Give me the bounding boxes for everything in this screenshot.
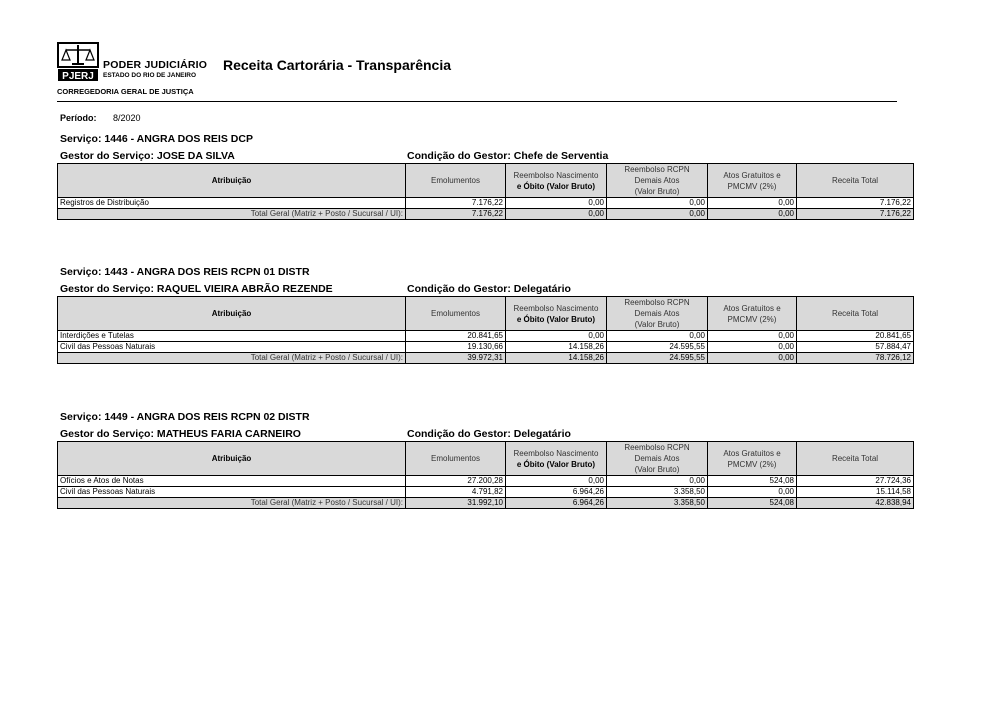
- table-row: [58, 331, 914, 342]
- condicao-label: Condição do Gestor: Chefe de Serventia: [407, 150, 609, 162]
- cell-nasc: 0,00: [506, 198, 607, 209]
- receita-table: [57, 441, 914, 509]
- col-emolumentos: Emolumentos: [406, 297, 506, 331]
- cell-atribuicao: Civil das Pessoas Naturais: [58, 487, 406, 498]
- table-row: [58, 476, 914, 487]
- col-reembolso-rcpn: Reembolso RCPN Demais Atos (Valor Bruto): [607, 164, 708, 198]
- servico-title: Serviço: 1446 - ANGRA DOS REIS DCP: [60, 133, 253, 145]
- gestor-label: Gestor do Serviço: RAQUEL VIEIRA ABRÃO REZENDE: [60, 283, 333, 295]
- cell-nasc: 0,00: [506, 476, 607, 487]
- total-total: 7.176,22: [797, 209, 914, 220]
- total-nasc: 0,00: [506, 209, 607, 220]
- page-title: Receita Cartorária - Transparência: [223, 57, 451, 73]
- servico-title: Serviço: 1443 - ANGRA DOS REIS RCPN 01 DISTR: [60, 266, 310, 278]
- cell-atos: 0,00: [708, 487, 797, 498]
- col-reembolso-rcpn: Reembolso RCPN Demais Atos (Valor Bruto): [607, 442, 708, 476]
- total-label: Total Geral (Matriz + Posto / Sucursal / UI):: [58, 209, 406, 220]
- cell-atribuicao: Civil das Pessoas Naturais: [58, 342, 406, 353]
- cell-total: 15.114,58: [797, 487, 914, 498]
- receita-table: [57, 296, 914, 364]
- periodo-label: Período:: [60, 113, 97, 123]
- cell-total: 20.841,65: [797, 331, 914, 342]
- total-atos: 0,00: [708, 209, 797, 220]
- cell-nasc: 6.964,26: [506, 487, 607, 498]
- header-divider: [57, 101, 897, 102]
- cell-emol: 20.841,65: [406, 331, 506, 342]
- cell-nasc: 14.158,26: [506, 342, 607, 353]
- table-header-row: [58, 442, 914, 476]
- cell-atribuicao: Interdições e Tutelas: [58, 331, 406, 342]
- table-header-row: [58, 297, 914, 331]
- col-emolumentos: Emolumentos: [406, 164, 506, 198]
- cell-rcpn: 24.595,55: [607, 342, 708, 353]
- condicao-label: Condição do Gestor: Delegatário: [407, 283, 571, 295]
- cell-nasc: 0,00: [506, 331, 607, 342]
- total-rcpn: 0,00: [607, 209, 708, 220]
- total-rcpn: 3.358,50: [607, 498, 708, 509]
- col-reembolso-nascimento: Reembolso Nascimento e Óbito (Valor Bruto): [506, 297, 607, 331]
- cell-atos: 524,08: [708, 476, 797, 487]
- table-row: [58, 487, 914, 498]
- col-emolumentos: Emolumentos: [406, 442, 506, 476]
- estado-label: ESTADO DO RIO DE JANEIRO: [103, 72, 197, 79]
- cell-total: 7.176,22: [797, 198, 914, 209]
- cell-total: 27.724,36: [797, 476, 914, 487]
- total-emol: 39.972,31: [406, 353, 506, 364]
- cell-emol: 4.791,82: [406, 487, 506, 498]
- poder-judiciario-label: PODER JUDICIÁRIO: [103, 59, 208, 71]
- total-total: 42.838,94: [797, 498, 914, 509]
- total-label: Total Geral (Matriz + Posto / Sucursal / UI):: [58, 353, 406, 364]
- cell-atribuicao: Registros de Distribuição: [58, 198, 406, 209]
- total-emol: 31.992,10: [406, 498, 506, 509]
- cell-atos: 0,00: [708, 342, 797, 353]
- periodo-value: 8/2020: [113, 113, 141, 123]
- cell-total: 57.884,47: [797, 342, 914, 353]
- gestor-label: Gestor do Serviço: JOSE DA SILVA: [60, 150, 235, 162]
- col-receita-total: Receita Total: [797, 297, 914, 331]
- receita-table: [57, 163, 914, 220]
- total-nasc: 14.158,26: [506, 353, 607, 364]
- total-row: [58, 209, 914, 220]
- cell-atos: 0,00: [708, 198, 797, 209]
- svg-text:PJERJ: PJERJ: [62, 71, 94, 82]
- total-total: 78.726,12: [797, 353, 914, 364]
- col-atos-gratuitos: Atos Gratuitos e PMCMV (2%): [708, 164, 797, 198]
- cell-emol: 7.176,22: [406, 198, 506, 209]
- table-row: [58, 342, 914, 353]
- pjerj-logo: [57, 42, 99, 82]
- total-emol: 7.176,22: [406, 209, 506, 220]
- total-atos: 524,08: [708, 498, 797, 509]
- total-row: [58, 353, 914, 364]
- total-nasc: 6.964,26: [506, 498, 607, 509]
- cell-emol: 19.130,66: [406, 342, 506, 353]
- col-receita-total: Receita Total: [797, 164, 914, 198]
- cell-rcpn: 3.358,50: [607, 487, 708, 498]
- cell-atribuicao: Ofícios e Atos de Notas: [58, 476, 406, 487]
- col-atos-gratuitos: Atos Gratuitos e PMCMV (2%): [708, 442, 797, 476]
- col-reembolso-nascimento: Reembolso Nascimento e Óbito (Valor Bruto): [506, 442, 607, 476]
- col-atos-gratuitos: Atos Gratuitos e PMCMV (2%): [708, 297, 797, 331]
- col-reembolso-rcpn: Reembolso RCPN Demais Atos (Valor Bruto): [607, 297, 708, 331]
- cell-rcpn: 0,00: [607, 198, 708, 209]
- cell-atos: 0,00: [708, 331, 797, 342]
- gestor-label: Gestor do Serviço: MATHEUS FARIA CARNEIRO: [60, 428, 301, 440]
- servico-title: Serviço: 1449 - ANGRA DOS REIS RCPN 02 DISTR: [60, 411, 310, 423]
- condicao-label: Condição do Gestor: Delegatário: [407, 428, 571, 440]
- total-atos: 0,00: [708, 353, 797, 364]
- total-row: [58, 498, 914, 509]
- total-label: Total Geral (Matriz + Posto / Sucursal / UI):: [58, 498, 406, 509]
- col-atribuicao: Atribuição: [58, 297, 406, 331]
- col-atribuicao: Atribuição: [58, 442, 406, 476]
- cell-rcpn: 0,00: [607, 331, 708, 342]
- cell-rcpn: 0,00: [607, 476, 708, 487]
- table-header-row: [58, 164, 914, 198]
- corregedoria-label: CORREGEDORIA GERAL DE JUSTIÇA: [57, 87, 194, 96]
- total-rcpn: 24.595,55: [607, 353, 708, 364]
- col-receita-total: Receita Total: [797, 442, 914, 476]
- col-atribuicao: Atribuição: [58, 164, 406, 198]
- cell-emol: 27.200,28: [406, 476, 506, 487]
- table-row: [58, 198, 914, 209]
- col-reembolso-nascimento: Reembolso Nascimento e Óbito (Valor Bruto): [506, 164, 607, 198]
